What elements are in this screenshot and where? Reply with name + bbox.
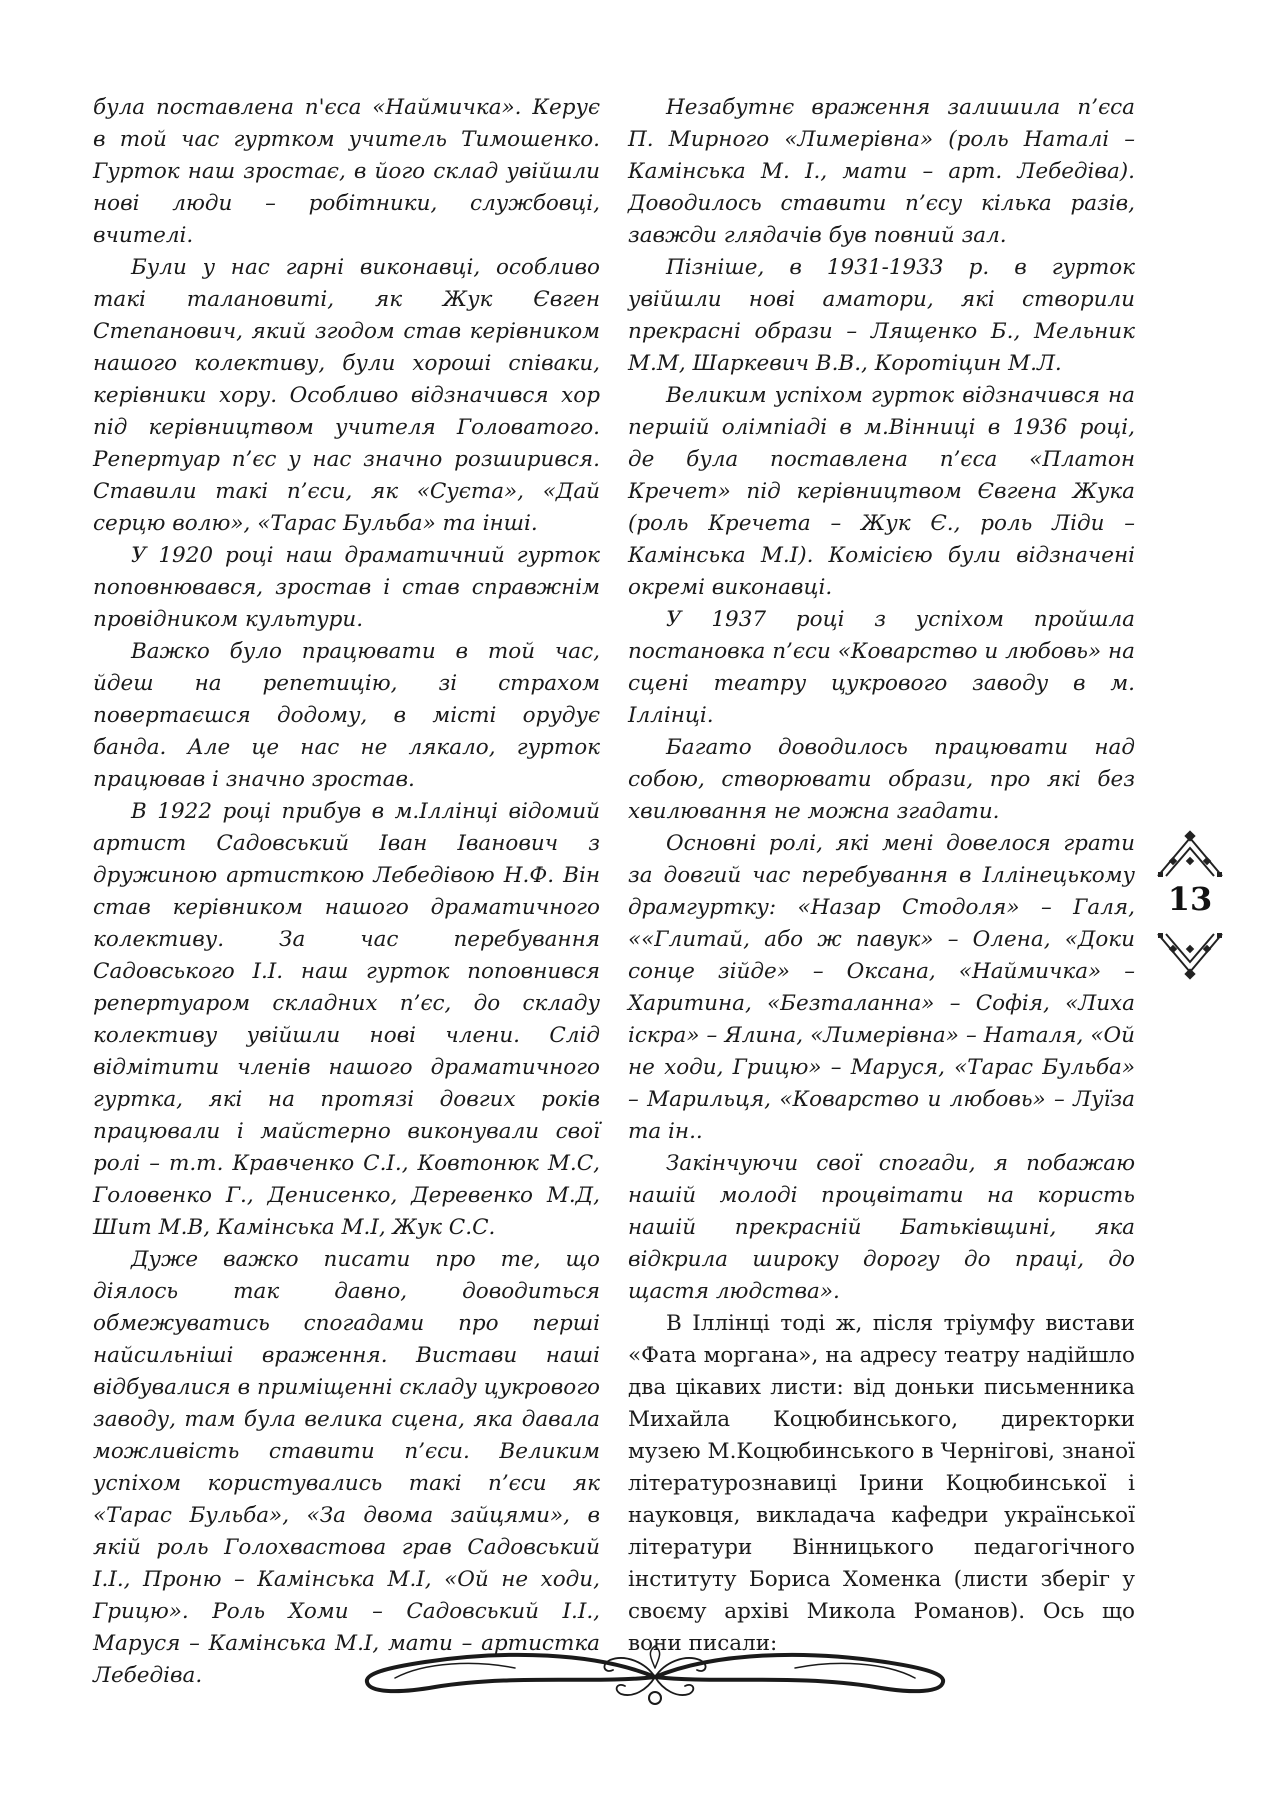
paragraph: Важко було працювати в той час, йдеш на репетицію, зі страхом повертаєшся додому, в місті орудує банда. Але це нас не лякало, гурток працював і значно зростав. [93,639,600,792]
paragraph: В Іллінці тоді ж, після тріумфу вистави «Фата моргана», на адресу театру надійшло два цікавих листи: від доньки письменника Михайла Коцюбинського, директорки музею М.Коцюбинського в Чернігові, знаної літературознавиці Ірини Коцюбинської і науковця, викладача кафедри української літератури Вінницького педагогічного інституту Бориса Хоменка (листи зберіг у своєму архіві Микола Романов). Ось що вони писали: [628,1311,1135,1656]
paragraph: Незабутнє враження залишила п’єса П. Мирного «Лимерівна» (роль Наталі – Камінська М. І., мати – арт. Лебедіва). Доводилось ставити п’єсу кілька разів, завжди глядачів був повний зал. [628,95,1135,248]
left-column [93,92,600,1692]
paragraph: Багато доводилось працювати над собою, створювати образи, про які без хвилювання не можна згадати. [628,735,1135,824]
paragraph: Пізніше, в 1931-1933 р. в гурток увійшли нові аматори, які створили прекрасні образи – Лященко Б., Мельник М.М, Шаркевич В.В., Коротіцин М.Л. [628,255,1135,376]
paragraph: Закінчуючи свої спогади, я побажаю нашій молоді процвітати на користь нашій прекрасній Батьківщині, яка відкрила широку дорогу до праці, до щастя людства». [628,1151,1135,1304]
paragraph: В 1922 році прибув в м.Іллінці відомий артист Садовський Іван Іванович з дружиною артисткою Лебедівою Н.Ф. Він став керівником нашого драматичного колективу. За час перебування Садовського І.І. наш гурток поповнився репертуаром складних п’єс, до складу колективу увійшли нові члени. Слід відмітити членів нашого драматичного гуртка, які на протязі довгих років працювали і майстерно виконували свої ролі – т.т. Кравченко С.І., Ковтонюк М.С, Головенко Г., Денисенко, Деревенко М.Д, Шит М.В, Камінська М.І, Жук С.С. [93,799,600,1240]
right-column [628,92,1135,1660]
paragraph: У 1937 році з успіхом пройшла постановка п’єси «Коварство и любовь» на сцені театру цукрового заводу в м. Іллінці. [628,607,1135,728]
embroidery-ornament-icon [1156,828,1224,880]
paragraph: Основні ролі, які мені довелося грати за довгий час перебування в Іллінецькому драмгуртку: «Назар Стодоля» – Галя, ««Глитай, або ж павук» – Олена, «Доки сонце зійде» – Оксана, «Наймичка» – Харитина, «Безталанна» – Софія, «Лиха іскра» – Ялина, «Лимерівна» – Наталя, «Ой не ходи, Грицю» – Маруся, «Тарас Бульба» – Марильця, «Коварство и любовь» – Луїза та ін.. [628,831,1135,1144]
paragraph: У 1920 році наш драматичний гурток поповнювався, зростав і став справжнім провідником культури. [93,543,600,632]
paragraph: була поставлена п'єса «Наймичка». Керує в той час гуртком учитель Тимошенко. Гурток наш зростає, в його склад увійшли нові люди – робітники, службовці, вчителі. [93,95,600,248]
paragraph: Дуже важко писати про те, що діялось так давно, доводиться обмежуватись спогадами про перші найсильніші враження. Вистави наші відбувалися в приміщенні складу цукрового заводу, там була велика сцена, яка давала можливість ставити п’єси. Великим успіхом користувались такі п’єси як «Тарас Бульба», «За двома зайцями», в якій роль Голохвастова грав Садовський І.І., Проню – Камінська М.І, «Ой не ходи, Грицю». Роль Хоми – Садовський І.І., Маруся – Камінська М.І, мати – артистка Лебедіва. [93,1247,600,1688]
paragraph: Були у нас гарні виконавці, особливо такі талановиті, як Жук Євген Степанович, який згодом став керівником нашого колективу, були хороші співаки, керівники хору. Особливо відзначився хор під керівництвом учителя Головатого. Репертуар п’єс у нас значно розширився. Ставили такі п’єси, як «Суєта», «Дай серцю волю», «Тарас Бульба» та інші. [93,255,600,536]
page-number: 13 [1167,880,1213,918]
flourish-divider-icon [355,1632,955,1722]
embroidery-ornament-icon [1156,930,1224,982]
paragraph: Великим успіхом гурток відзначився на першій олімпіаді в м.Вінниці в 1936 році, де була поставлена п’єса «Платон Кречет» під керівництвом Євгена Жука (роль Кречета – Жук Є., роль Ліди – Камінська М.І). Комісією були відзначені окремі виконавці. [628,383,1135,600]
